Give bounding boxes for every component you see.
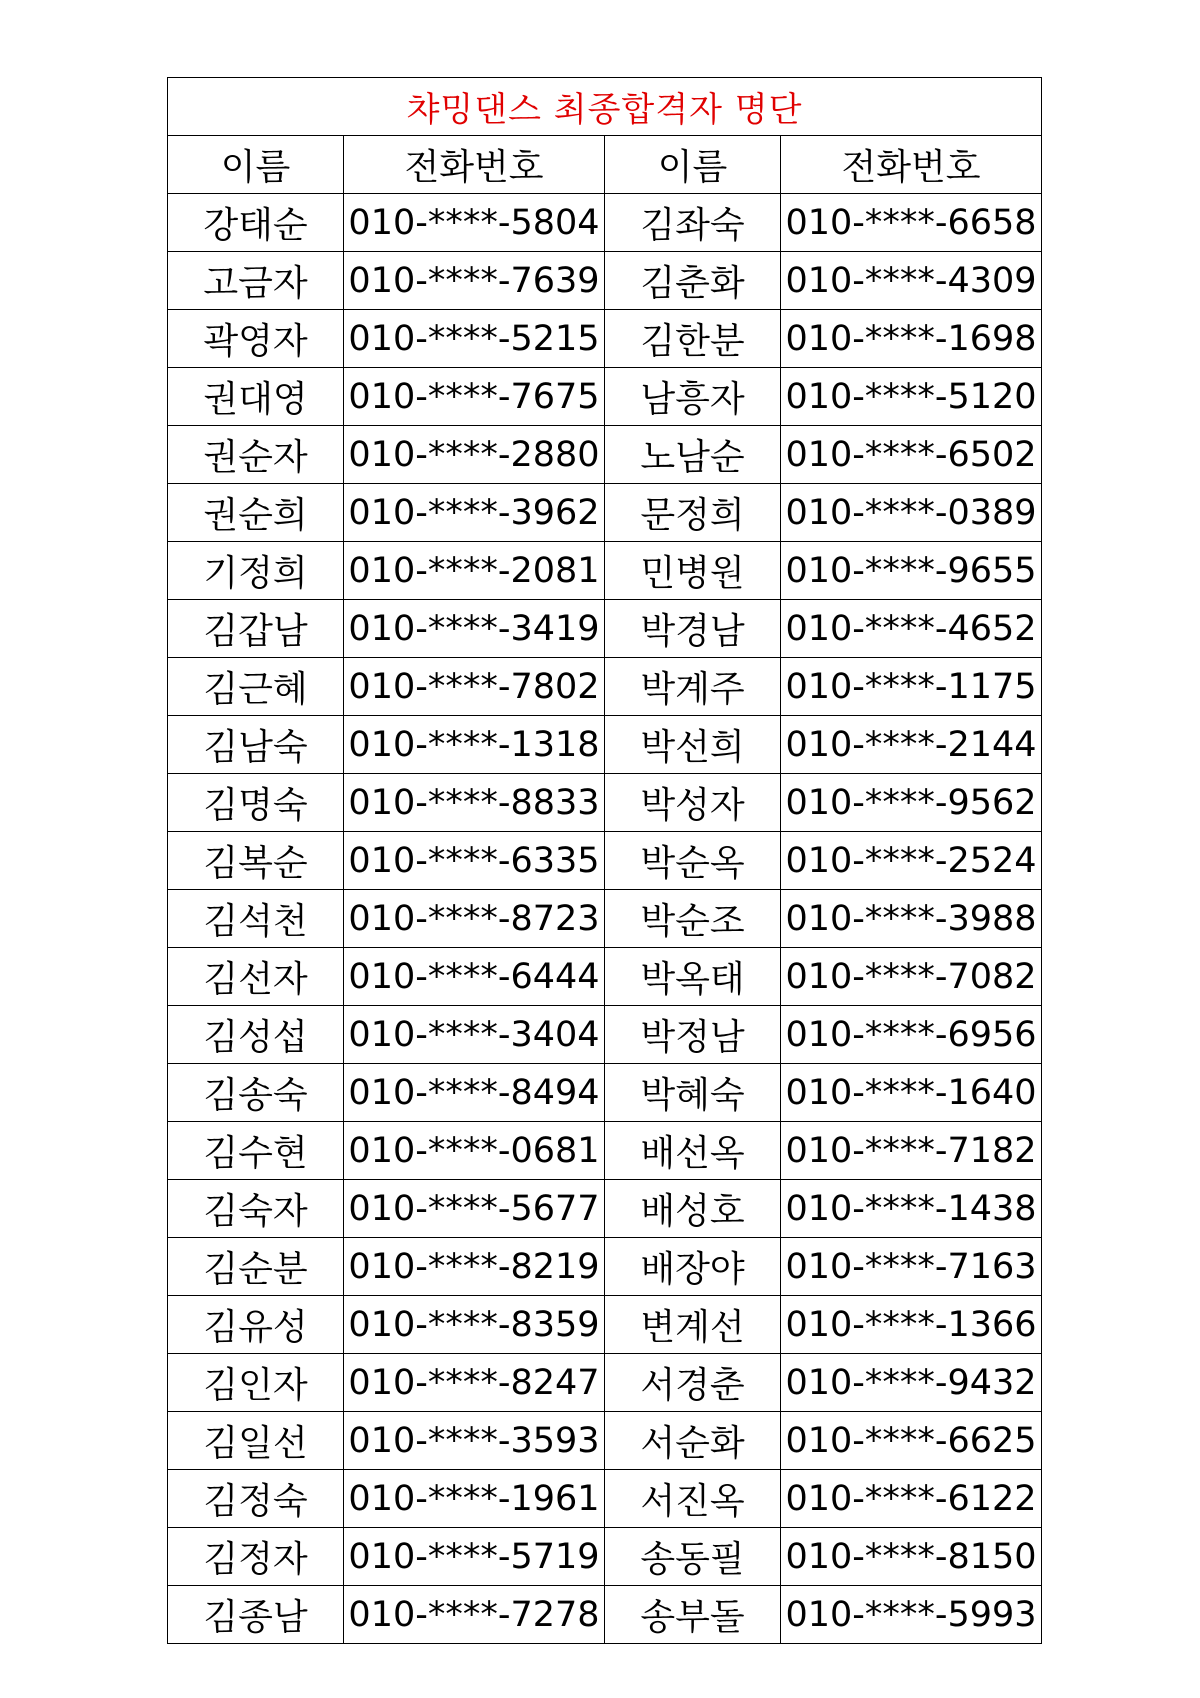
phone-cell-left: 010-****-1961: [344, 1470, 605, 1528]
phone-cell-left: 010-****-5804: [344, 194, 605, 252]
name-cell-left: 권순희: [168, 484, 344, 542]
phone-cell-left: 010-****-7802: [344, 658, 605, 716]
name-cell-right: 김춘화: [605, 252, 781, 310]
name-cell-left: 권순자: [168, 426, 344, 484]
table-row: [168, 368, 1042, 426]
table-row: [168, 832, 1042, 890]
phone-cell-right: 010-****-8150: [781, 1528, 1042, 1586]
phone-cell-left: 010-****-8247: [344, 1354, 605, 1412]
phone-cell-left: 010-****-8833: [344, 774, 605, 832]
name-cell-right: 서진옥: [605, 1470, 781, 1528]
title-row: [168, 78, 1042, 136]
table-row: [168, 1586, 1042, 1644]
phone-cell-right: 010-****-5120: [781, 368, 1042, 426]
name-cell-right: 김좌숙: [605, 194, 781, 252]
name-cell-right: 송부돌: [605, 1586, 781, 1644]
roster-body: [168, 194, 1042, 1644]
name-cell-left: 고금자: [168, 252, 344, 310]
name-cell-left: 김석천: [168, 890, 344, 948]
phone-cell-left: 010-****-2880: [344, 426, 605, 484]
name-cell-left: 김정자: [168, 1528, 344, 1586]
column-header-name-left: 이름: [168, 136, 344, 194]
phone-cell-right: 010-****-7182: [781, 1122, 1042, 1180]
name-cell-left: 김유성: [168, 1296, 344, 1354]
phone-cell-right: 010-****-6956: [781, 1006, 1042, 1064]
phone-cell-right: 010-****-6658: [781, 194, 1042, 252]
name-cell-right: 배장야: [605, 1238, 781, 1296]
name-cell-left: 김순분: [168, 1238, 344, 1296]
name-cell-left: 김종남: [168, 1586, 344, 1644]
name-cell-left: 김송숙: [168, 1064, 344, 1122]
phone-cell-left: 010-****-8723: [344, 890, 605, 948]
name-cell-left: 김수현: [168, 1122, 344, 1180]
name-cell-right: 민병원: [605, 542, 781, 600]
phone-cell-right: 010-****-6502: [781, 426, 1042, 484]
phone-cell-right: 010-****-6122: [781, 1470, 1042, 1528]
phone-cell-right: 010-****-1438: [781, 1180, 1042, 1238]
name-cell-left: 김숙자: [168, 1180, 344, 1238]
name-cell-left: 김복순: [168, 832, 344, 890]
table-row: [168, 426, 1042, 484]
phone-cell-right: 010-****-7082: [781, 948, 1042, 1006]
column-header-phone-left: 전화번호: [344, 136, 605, 194]
table-row: [168, 890, 1042, 948]
table-row: [168, 1296, 1042, 1354]
phone-cell-left: 010-****-7639: [344, 252, 605, 310]
table-row: [168, 542, 1042, 600]
name-cell-right: 배선옥: [605, 1122, 781, 1180]
phone-cell-right: 010-****-2144: [781, 716, 1042, 774]
table-row: [168, 600, 1042, 658]
name-cell-right: 박혜숙: [605, 1064, 781, 1122]
phone-cell-left: 010-****-8219: [344, 1238, 605, 1296]
name-cell-left: 김갑남: [168, 600, 344, 658]
phone-cell-left: 010-****-6444: [344, 948, 605, 1006]
table-row: [168, 1064, 1042, 1122]
name-cell-left: 권대영: [168, 368, 344, 426]
table-row: [168, 716, 1042, 774]
phone-cell-left: 010-****-5719: [344, 1528, 605, 1586]
name-cell-right: 송동필: [605, 1528, 781, 1586]
table-row: [168, 1412, 1042, 1470]
phone-cell-right: 010-****-7163: [781, 1238, 1042, 1296]
name-cell-right: 박선희: [605, 716, 781, 774]
phone-cell-left: 010-****-0681: [344, 1122, 605, 1180]
name-cell-right: 배성호: [605, 1180, 781, 1238]
phone-cell-right: 010-****-1175: [781, 658, 1042, 716]
table-row: [168, 1122, 1042, 1180]
name-cell-left: 기정희: [168, 542, 344, 600]
header-row: [168, 136, 1042, 194]
name-cell-right: 박정남: [605, 1006, 781, 1064]
phone-cell-right: 010-****-1640: [781, 1064, 1042, 1122]
phone-cell-right: 010-****-3988: [781, 890, 1042, 948]
name-cell-left: 곽영자: [168, 310, 344, 368]
column-header-phone-right: 전화번호: [781, 136, 1042, 194]
phone-cell-right: 010-****-0389: [781, 484, 1042, 542]
phone-cell-left: 010-****-3593: [344, 1412, 605, 1470]
name-cell-right: 김한분: [605, 310, 781, 368]
name-cell-left: 김남숙: [168, 716, 344, 774]
phone-cell-left: 010-****-6335: [344, 832, 605, 890]
table-row: [168, 948, 1042, 1006]
phone-cell-left: 010-****-7278: [344, 1586, 605, 1644]
name-cell-right: 노남순: [605, 426, 781, 484]
phone-cell-left: 010-****-8359: [344, 1296, 605, 1354]
name-cell-right: 박경남: [605, 600, 781, 658]
name-cell-right: 박옥태: [605, 948, 781, 1006]
name-cell-right: 문정희: [605, 484, 781, 542]
name-cell-left: 김성섭: [168, 1006, 344, 1064]
name-cell-right: 남흥자: [605, 368, 781, 426]
table-row: [168, 1354, 1042, 1412]
phone-cell-right: 010-****-4652: [781, 600, 1042, 658]
phone-cell-right: 010-****-9655: [781, 542, 1042, 600]
table-row: [168, 774, 1042, 832]
table-row: [168, 1180, 1042, 1238]
phone-cell-left: 010-****-5215: [344, 310, 605, 368]
table-row: [168, 1006, 1042, 1064]
phone-cell-right: 010-****-4309: [781, 252, 1042, 310]
table-row: [168, 252, 1042, 310]
phone-cell-left: 010-****-7675: [344, 368, 605, 426]
name-cell-left: 김명숙: [168, 774, 344, 832]
name-cell-right: 변계선: [605, 1296, 781, 1354]
name-cell-right: 서순화: [605, 1412, 781, 1470]
name-cell-left: 김선자: [168, 948, 344, 1006]
finalist-roster-table: [167, 77, 1042, 1644]
name-cell-left: 강태순: [168, 194, 344, 252]
name-cell-left: 김일선: [168, 1412, 344, 1470]
table-row: [168, 484, 1042, 542]
table-row: [168, 658, 1042, 716]
name-cell-right: 박순조: [605, 890, 781, 948]
phone-cell-right: 010-****-1698: [781, 310, 1042, 368]
phone-cell-left: 010-****-3962: [344, 484, 605, 542]
phone-cell-right: 010-****-5993: [781, 1586, 1042, 1644]
name-cell-right: 서경춘: [605, 1354, 781, 1412]
phone-cell-right: 010-****-9432: [781, 1354, 1042, 1412]
name-cell-right: 박계주: [605, 658, 781, 716]
table-row: [168, 310, 1042, 368]
table-row: [168, 1470, 1042, 1528]
name-cell-right: 박순옥: [605, 832, 781, 890]
phone-cell-right: 010-****-2524: [781, 832, 1042, 890]
name-cell-left: 김정숙: [168, 1470, 344, 1528]
table-row: [168, 194, 1042, 252]
phone-cell-left: 010-****-5677: [344, 1180, 605, 1238]
name-cell-left: 김근혜: [168, 658, 344, 716]
table-row: [168, 1528, 1042, 1586]
phone-cell-left: 010-****-8494: [344, 1064, 605, 1122]
phone-cell-left: 010-****-1318: [344, 716, 605, 774]
phone-cell-right: 010-****-6625: [781, 1412, 1042, 1470]
page-title: 챠밍댄스 최종합격자 명단: [168, 78, 1042, 136]
name-cell-right: 박성자: [605, 774, 781, 832]
phone-cell-left: 010-****-3419: [344, 600, 605, 658]
phone-cell-left: 010-****-3404: [344, 1006, 605, 1064]
name-cell-left: 김인자: [168, 1354, 344, 1412]
phone-cell-right: 010-****-9562: [781, 774, 1042, 832]
table-row: [168, 1238, 1042, 1296]
phone-cell-left: 010-****-2081: [344, 542, 605, 600]
column-header-name-right: 이름: [605, 136, 781, 194]
phone-cell-right: 010-****-1366: [781, 1296, 1042, 1354]
